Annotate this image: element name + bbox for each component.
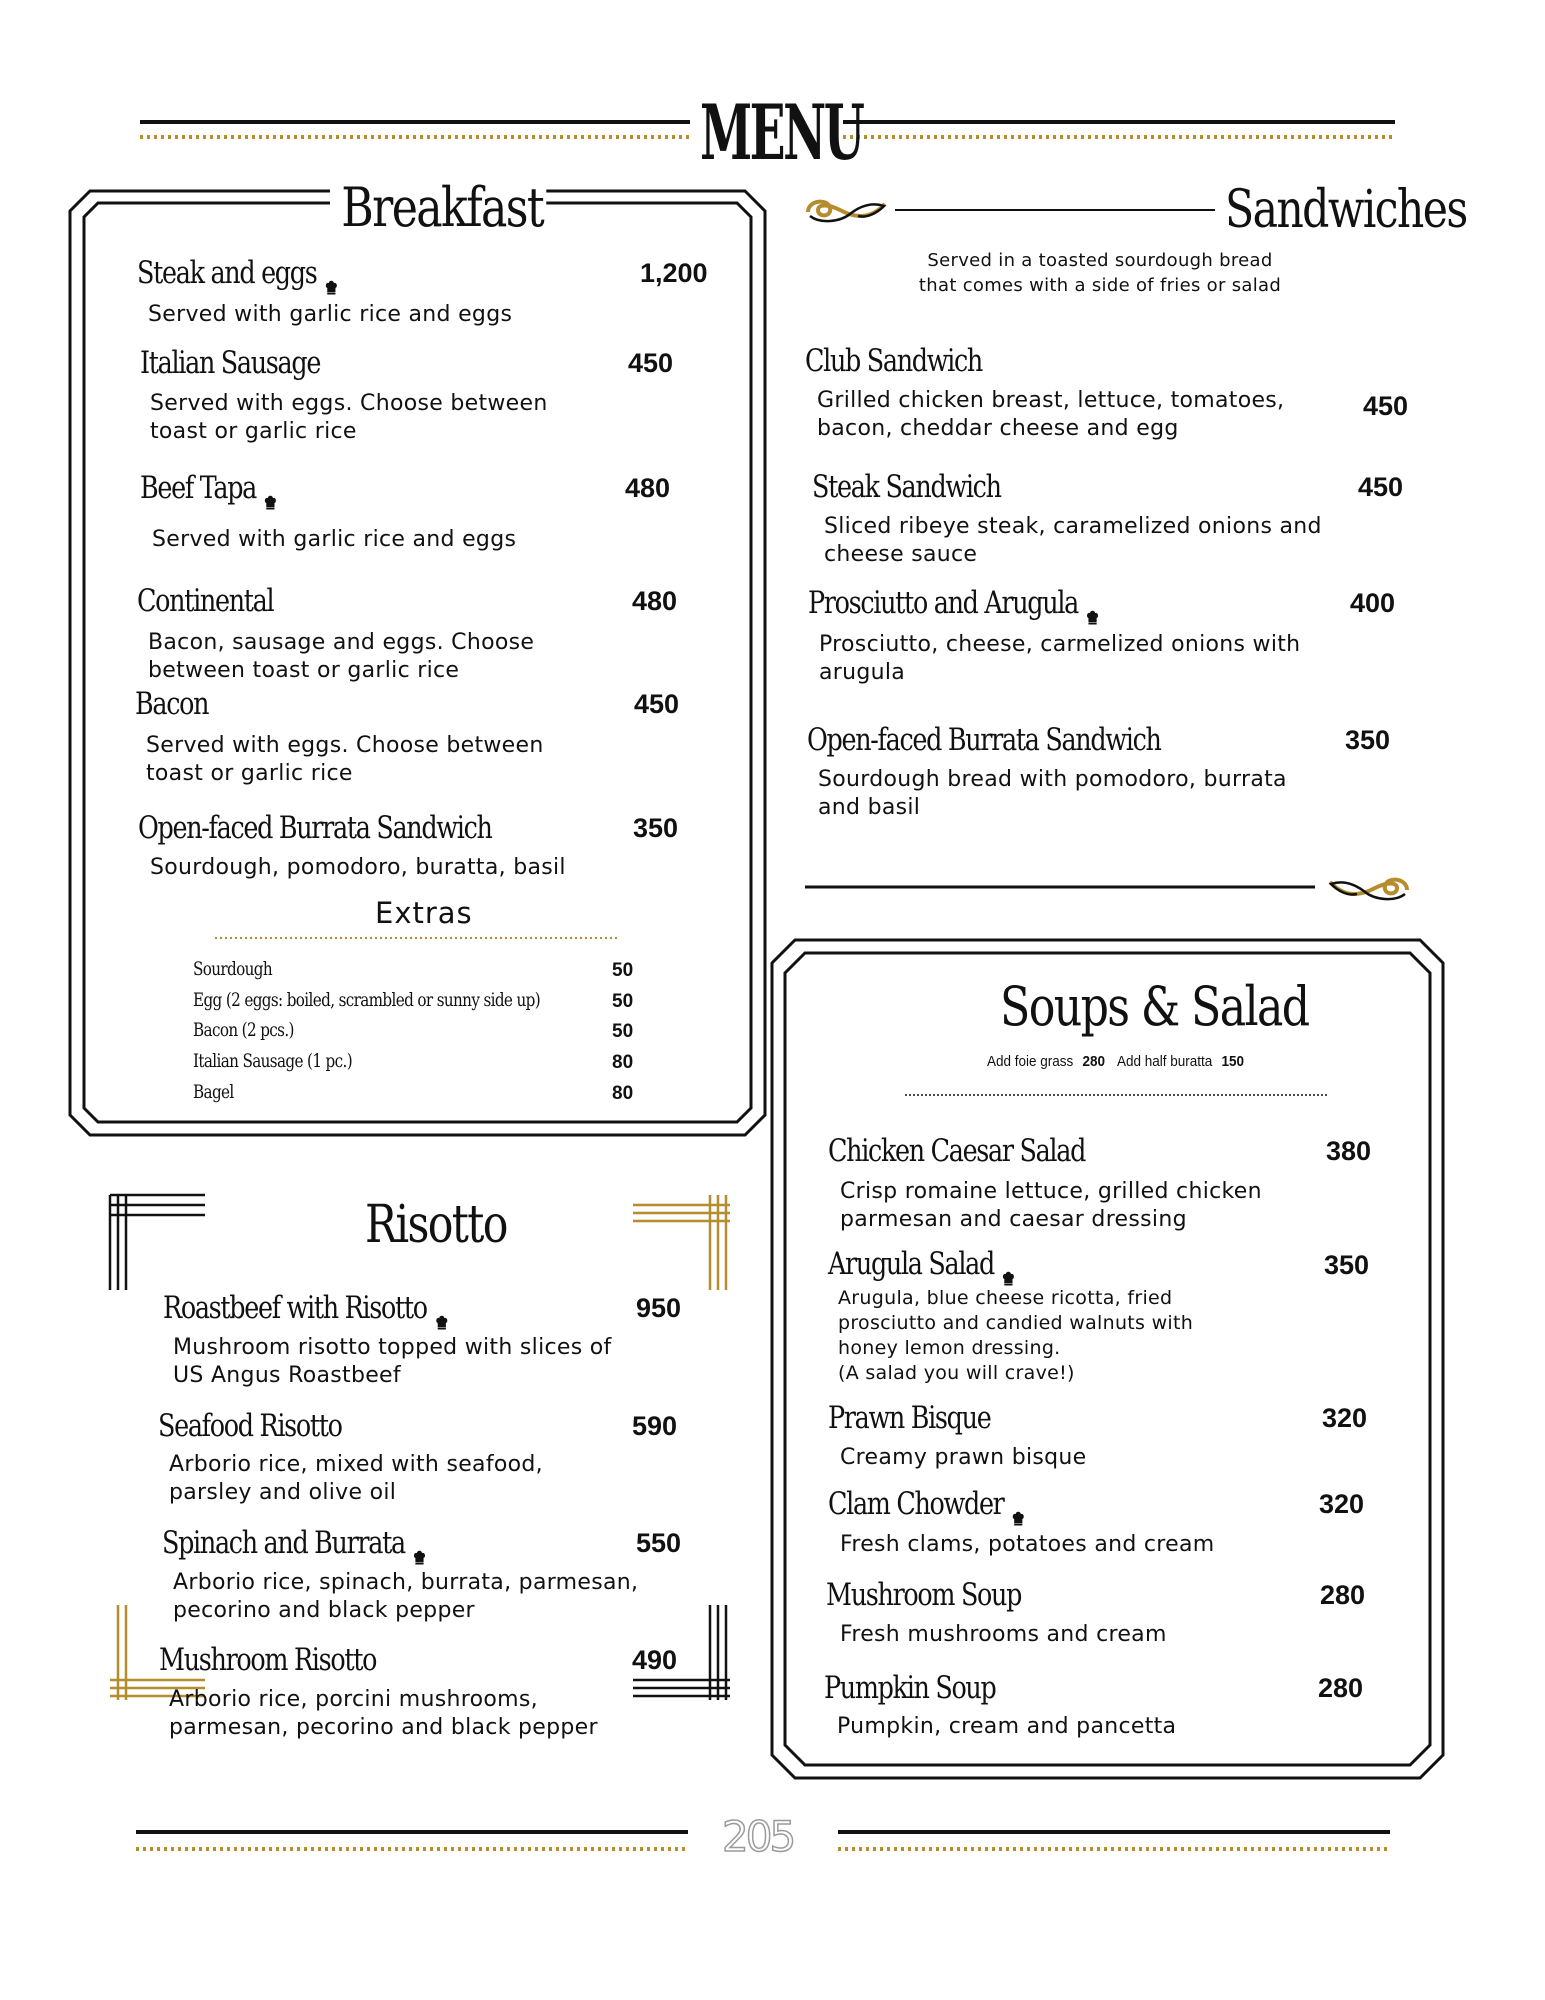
extra-name: Bacon (2 pcs.) (193, 1019, 294, 1041)
item-name (162, 1525, 426, 1561)
risotto-title: Risotto (365, 1195, 507, 1255)
addon-buratta-label: Add half buratta (1116, 1053, 1213, 1070)
item-description (146, 732, 544, 788)
item-name-text: Beef Tapa (140, 470, 257, 506)
item-name (807, 722, 1161, 758)
item-description (148, 629, 534, 685)
item-price: 490 (632, 1645, 678, 1675)
item-name-text: Italian Sausage (140, 345, 321, 381)
item-description (840, 1621, 1167, 1649)
addon-foie-label: Add foie grass (987, 1053, 1074, 1070)
breakfast-title: Breakfast (338, 176, 546, 239)
item-name (828, 1486, 1025, 1522)
extra-price: 80 (612, 1083, 634, 1104)
item-name (808, 585, 1099, 621)
description-line: Sourdough, pomodoro, buratta, basil (150, 855, 566, 880)
item-price: 1,200 (640, 258, 708, 288)
item-description (169, 1686, 598, 1742)
item-name (138, 810, 492, 846)
extra-price: 50 (612, 1021, 634, 1042)
item-name-text: Steak Sandwich (812, 469, 1001, 505)
item-name-text: Pumpkin Soup (824, 1670, 996, 1706)
item-name (824, 1670, 995, 1706)
item-description (817, 387, 1284, 443)
item-price: 380 (1326, 1136, 1372, 1166)
item-name (159, 1642, 376, 1678)
item-name (826, 1577, 1021, 1613)
item-price: 280 (1318, 1673, 1364, 1703)
chef-hat-icon (1012, 1498, 1025, 1514)
item-name (828, 1400, 990, 1436)
description-line: toast or garlic rice (146, 761, 353, 786)
item-name-text: Mushroom Soup (826, 1577, 1022, 1613)
item-price: 450 (628, 348, 674, 378)
description-line: between toast or garlic rice (148, 658, 460, 683)
item-price: 480 (632, 586, 678, 616)
item-price: 450 (1358, 472, 1404, 502)
item-price: 450 (1363, 391, 1409, 421)
subtitle-line: that comes with a side of fries or salad (918, 275, 1282, 296)
item-name-text: Chicken Caesar Salad (828, 1133, 1086, 1169)
item-name (812, 469, 1001, 505)
extras-title: Extras (375, 896, 473, 930)
item-name (163, 1290, 448, 1326)
soups-addons (987, 1053, 1244, 1070)
item-name-text: Mushroom Risotto (159, 1642, 377, 1678)
soups-title: Soups & Salad (1000, 975, 1309, 1038)
item-price: 400 (1350, 588, 1396, 618)
description-line: Arborio rice, spinach, burrata, parmesan, (173, 1570, 639, 1595)
item-name (805, 343, 982, 379)
item-price: 550 (636, 1528, 682, 1558)
item-name (828, 1133, 1085, 1169)
footer-logo: 205 (722, 1812, 794, 1861)
item-name-text: Continental (137, 583, 274, 619)
item-description (840, 1531, 1215, 1559)
extra-name: Italian Sausage (1 pc.) (193, 1050, 352, 1072)
chef-hat-icon (435, 1302, 448, 1318)
description-line: arugula (819, 660, 906, 685)
extra-price: 50 (612, 991, 634, 1012)
item-price: 950 (636, 1293, 682, 1323)
item-name (158, 1408, 342, 1444)
item-name-text: Roastbeef with Risotto (163, 1290, 427, 1326)
chef-hat-icon (1086, 597, 1099, 613)
item-description (150, 390, 548, 446)
item-price: 320 (1319, 1489, 1365, 1519)
item-name (137, 583, 273, 619)
description-line: Fresh mushrooms and cream (840, 1622, 1167, 1647)
item-description (824, 513, 1322, 569)
item-name-text: Open-faced Burrata Sandwich (138, 810, 492, 846)
extra-price: 50 (612, 960, 634, 981)
risotto-corner-tl (110, 1195, 205, 1290)
description-line: Grilled chicken breast, lettuce, tomatoes, (817, 388, 1285, 413)
description-line: Arborio rice, mixed with seafood, (169, 1452, 543, 1477)
item-description (169, 1451, 543, 1507)
item-name-text: Spinach and Burrata (162, 1525, 405, 1561)
sandwiches-title: Sandwiches (1225, 180, 1467, 240)
item-price: 450 (634, 689, 680, 719)
item-price: 350 (633, 813, 679, 843)
risotto-corner-tr (633, 1195, 730, 1290)
scroll-flourish-icon (800, 190, 890, 230)
extra-name: Bagel (193, 1081, 234, 1103)
extra-price: 80 (612, 1052, 634, 1073)
description-line: Served with eggs. Choose between (146, 733, 544, 758)
item-name-text: Prawn Bisque (828, 1400, 991, 1436)
description-line: Sourdough bread with pomodoro, burrata (818, 767, 1287, 792)
item-description (840, 1444, 1087, 1472)
page-title: MENU (700, 88, 863, 177)
sandwiches-subtitle (880, 248, 1320, 298)
description-line: Bacon, sausage and eggs. Choose (148, 630, 535, 655)
item-description (818, 766, 1287, 822)
item-description (838, 1286, 1193, 1386)
item-name-text: Clam Chowder (828, 1486, 1004, 1522)
description-line: Creamy prawn bisque (840, 1445, 1087, 1470)
description-line: Pumpkin, cream and pancetta (837, 1714, 1177, 1739)
item-description (840, 1178, 1262, 1234)
description-line: cheese sauce (824, 542, 978, 567)
item-price: 350 (1345, 725, 1391, 755)
scroll-flourish-icon (1325, 868, 1415, 908)
item-name-text: Club Sandwich (805, 343, 982, 379)
addon-foie-price: 280 (1082, 1053, 1105, 1070)
description-line: toast or garlic rice (150, 419, 357, 444)
description-line: bacon, cheddar cheese and egg (817, 416, 1179, 441)
description-line: (A salad you will crave!) (838, 1362, 1075, 1384)
chef-hat-icon (1002, 1258, 1015, 1274)
subtitle-line: Served in a toasted sourdough bread (927, 250, 1273, 271)
description-line: Served with eggs. Choose between (150, 391, 548, 416)
description-line: US Angus Roastbeef (173, 1363, 401, 1388)
item-name-text: Prosciutto and Arugula (808, 585, 1078, 621)
description-line: pecorino and black pepper (173, 1598, 475, 1623)
description-line: Crisp romaine lettuce, grilled chicken (840, 1179, 1262, 1204)
description-line: and basil (818, 795, 921, 820)
item-description (152, 526, 516, 554)
item-name (137, 255, 338, 291)
extra-name: Egg (2 eggs: boiled, scrambled or sunny side up) (193, 989, 541, 1011)
item-price: 590 (632, 1411, 678, 1441)
description-line: Sliced ribeye steak, caramelized onions and (824, 514, 1322, 539)
item-description (819, 631, 1300, 687)
item-description (837, 1713, 1176, 1741)
description-line: Arugula, blue cheese ricotta, fried (838, 1287, 1173, 1309)
item-name-text: Arugula Salad (828, 1246, 994, 1282)
item-description (173, 1334, 612, 1390)
description-line: Arborio rice, porcini mushrooms, (169, 1687, 538, 1712)
description-line: parsley and olive oil (169, 1480, 397, 1505)
extra-name: Sourdough (193, 958, 273, 980)
chef-hat-icon (325, 267, 338, 283)
item-price: 480 (625, 473, 671, 503)
description-line: parmesan, pecorino and black pepper (169, 1715, 598, 1740)
item-description (150, 854, 566, 882)
addon-buratta-price: 150 (1221, 1053, 1245, 1070)
description-line: prosciutto and candied walnuts with (838, 1312, 1194, 1334)
description-line: Served with garlic rice and eggs (148, 302, 513, 327)
description-line: Prosciutto, cheese, carmelized onions with (819, 632, 1301, 657)
chef-hat-icon (264, 482, 277, 498)
item-price: 280 (1320, 1580, 1366, 1610)
item-name-text: Steak and eggs (137, 255, 317, 291)
description-line: honey lemon dressing. (838, 1337, 1061, 1359)
description-line: parmesan and caesar dressing (840, 1207, 1187, 1232)
item-name (140, 345, 320, 381)
item-name (135, 686, 208, 722)
item-name-text: Open-faced Burrata Sandwich (807, 722, 1161, 758)
description-line: Mushroom risotto topped with slices of (173, 1335, 612, 1360)
item-name (828, 1246, 1015, 1282)
item-price: 350 (1324, 1250, 1370, 1280)
item-description (173, 1569, 638, 1625)
description-line: Fresh clams, potatoes and cream (840, 1532, 1215, 1557)
chef-hat-icon (413, 1537, 426, 1553)
item-description (148, 301, 512, 329)
item-price: 320 (1322, 1403, 1368, 1433)
description-line: Served with garlic rice and eggs (152, 527, 517, 552)
item-name-text: Bacon (135, 686, 209, 722)
item-name-text: Seafood Risotto (158, 1408, 342, 1444)
item-name (140, 470, 277, 506)
